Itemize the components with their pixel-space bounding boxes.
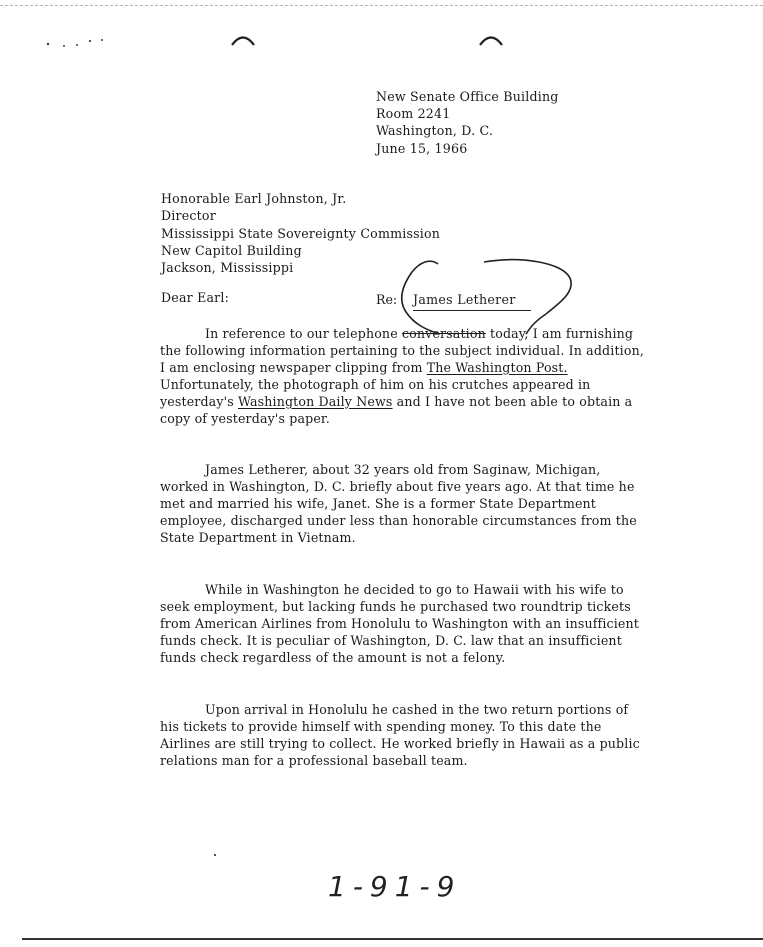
recipient-organization: Mississippi State Sovereignty Commission [161, 225, 441, 241]
sender-building: New Senate Office Building [376, 89, 559, 104]
newspaper-title-daily-news: Washington Daily News [237, 393, 393, 409]
paragraph-1 [160, 326, 650, 427]
sender-address-block [376, 88, 559, 157]
perforation-edge [0, 5, 763, 6]
paragraph-3-text: While in Washington he decided to go to Hawaii with his wife to seek employment, but lacking funds he purchased two roundtrip tickets from American Airlines from Honolulu to Washington with an insufficient funds check. It is peculiar of Washington, D. C. law that an insufficient funds check regardless of the amount is not a felony. [160, 582, 639, 665]
paper-specks [44, 36, 114, 50]
paragraph-4-text: Upon arrival in Honolulu he cashed in the two return portions of his tickets to provide himself with spending money. To this date the Airlines are still trying to collect. He worked briefly in Hawaii as a public relations man for a professional baseball team. [160, 702, 640, 768]
paragraph-1-text-b: today, I am furnishing the following information pertaining to the subject individual. In addition, I am enclosing newspaper clipping from [160, 326, 644, 375]
handwritten-file-number: 1-91-9 [328, 870, 462, 903]
recipient-city: Jackson, Mississippi [161, 260, 294, 276]
newspaper-title-post: The Washington Post. [426, 359, 568, 375]
recipient-building: New Capitol Building [161, 242, 302, 258]
re-label: Re: [376, 292, 398, 307]
re-subject-underline [413, 310, 531, 311]
letter-date: June 15, 1966 [376, 140, 468, 156]
re-subject: James Letherer [413, 292, 516, 307]
paragraph-1-struck-word: conversation [401, 326, 486, 341]
punch-hole-mark-right [479, 34, 503, 46]
sender-city: Washington, D. C. [376, 123, 494, 139]
recipient-title: Director [161, 208, 216, 224]
paragraph-4 [160, 702, 650, 770]
paragraph-1-text-c: Unfortunately, the photograph of him on his crutches appeared in yesterday's [160, 376, 591, 409]
sender-room: Room 2241 [376, 106, 451, 122]
paragraph-2 [160, 462, 650, 547]
punch-hole-mark-left [231, 34, 255, 46]
paragraph-3 [160, 582, 650, 667]
salutation: Dear Earl: [161, 290, 230, 305]
paragraph-2-text: James Letherer, about 32 years old from Saginaw, Michigan, worked in Washington, D. C. briefly about five years ago. At that time he met and married his wife, Janet. She is a former State Department employee, discharged under less than honorable circumstances from the State Department in Vietnam. [160, 462, 637, 545]
recipient-address-block [161, 190, 440, 276]
paper-speck [214, 854, 216, 856]
recipient-name: Honorable Earl Johnston, Jr. [161, 191, 347, 206]
paragraph-1-text-d: and I have not been able to obtain a copy of yesterday's paper. [160, 393, 633, 426]
paragraph-1-text-a: In reference to our telephone [205, 326, 402, 341]
bottom-edge-rule [22, 938, 763, 940]
